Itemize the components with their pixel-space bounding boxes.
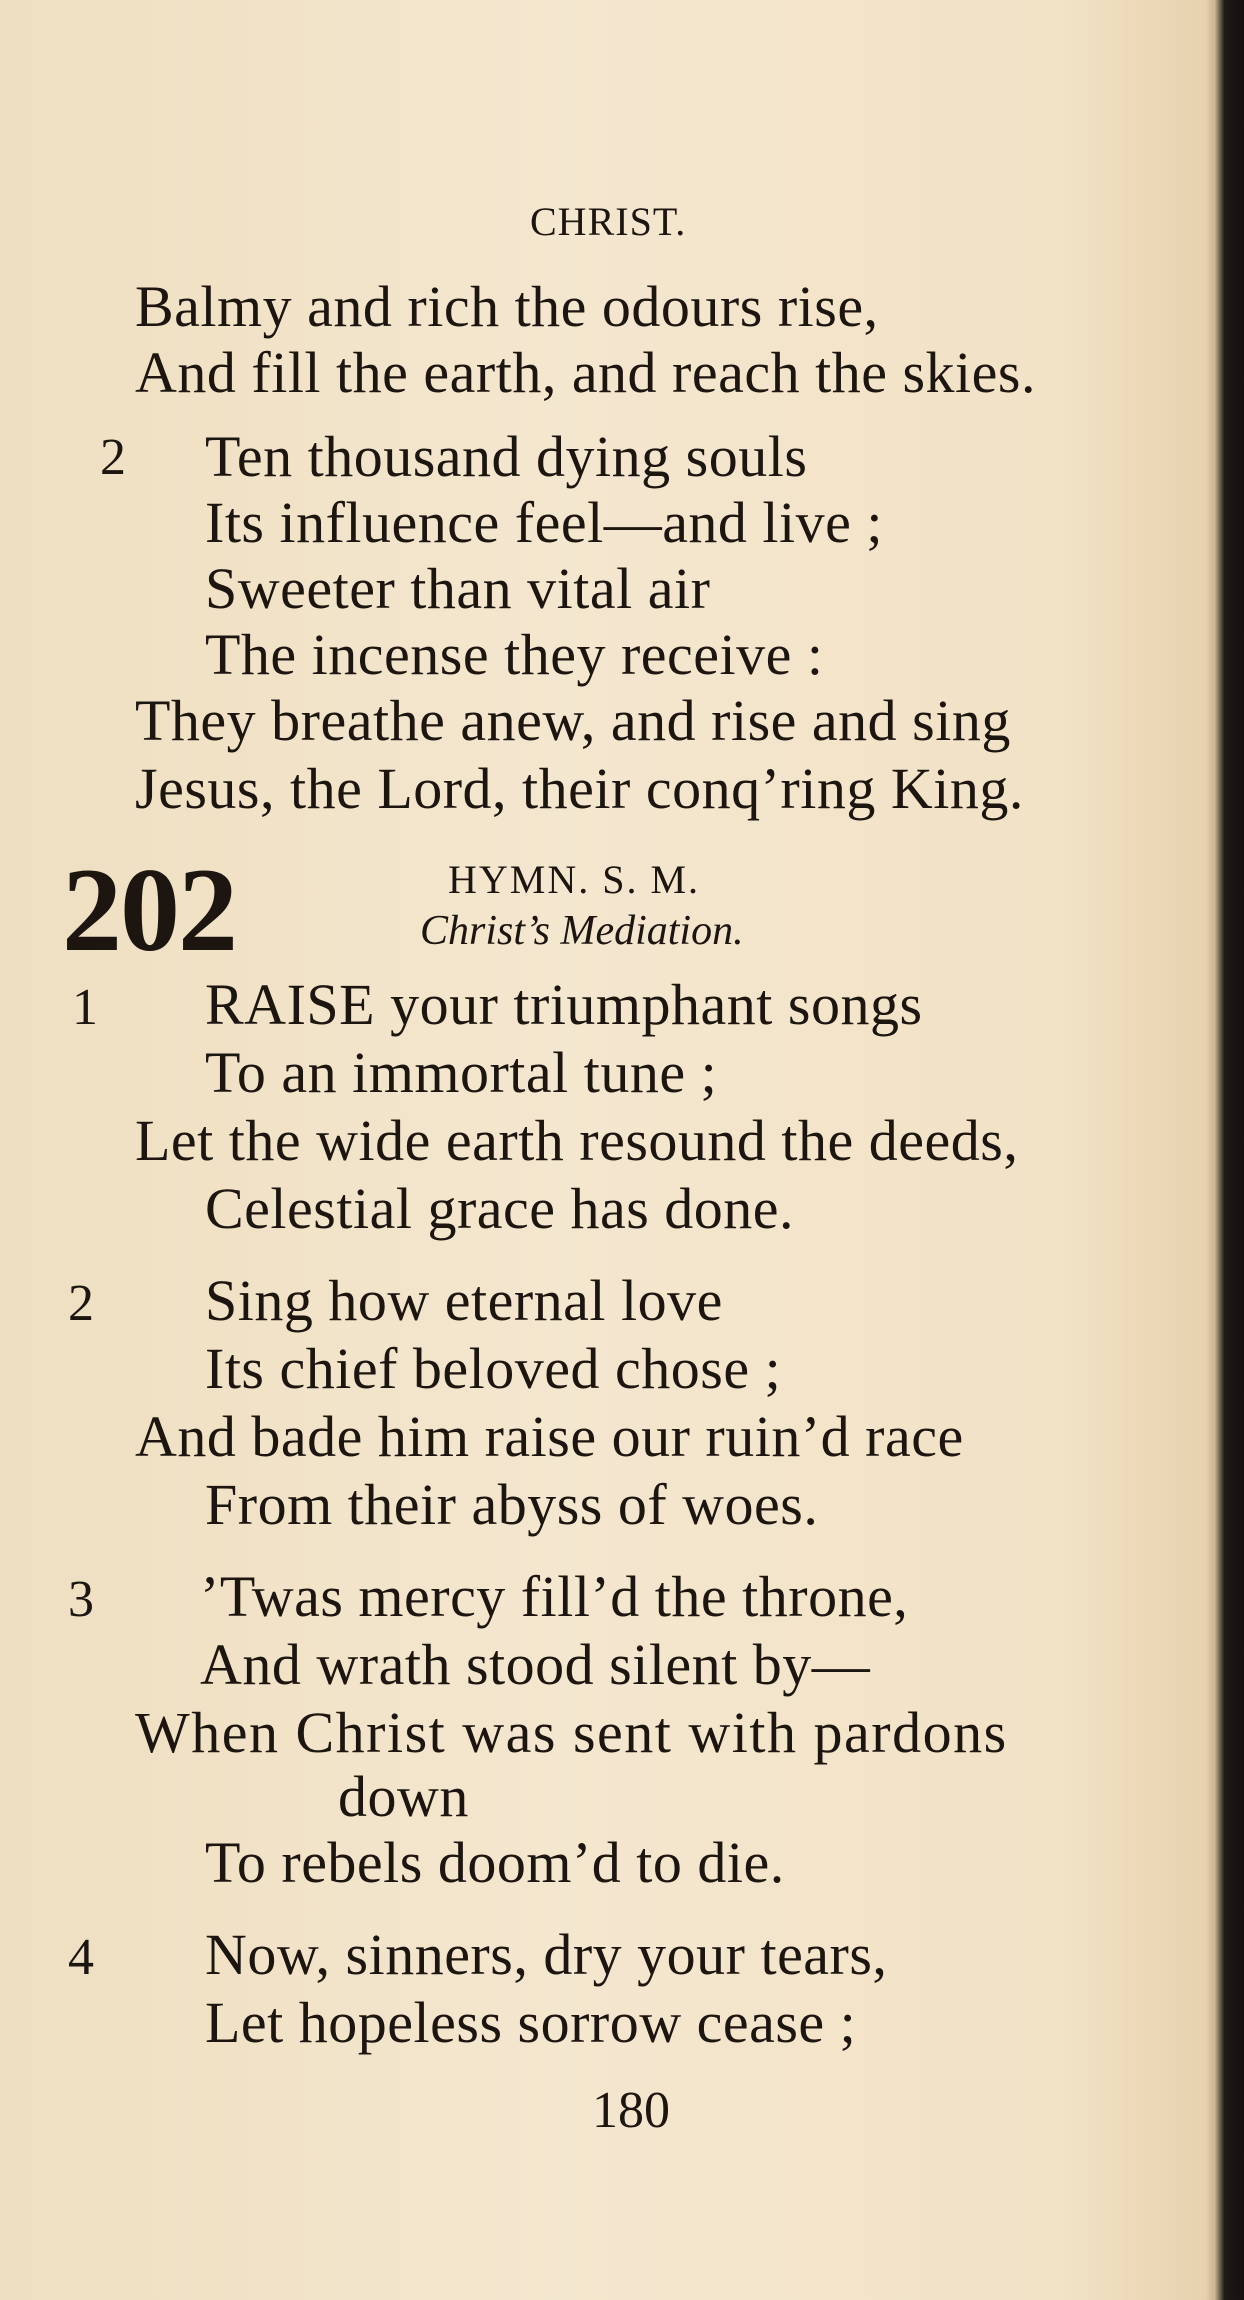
stanza-line: Let the wide earth resound the deeds, bbox=[135, 1108, 1019, 1173]
verse-line: Sweeter than vital air bbox=[205, 556, 711, 621]
stanza-line: To an immortal tune ; bbox=[205, 1040, 718, 1105]
verse-line: Jesus, the Lord, their conq’ring King. bbox=[135, 756, 1024, 821]
page-edge-shadow bbox=[1206, 0, 1214, 2300]
stanza-number: 1 bbox=[72, 979, 98, 1036]
page-number: 180 bbox=[592, 2082, 670, 2139]
hymn-number: 202 bbox=[62, 843, 236, 976]
hymn-subtitle: Christ’s Mediation. bbox=[420, 908, 744, 954]
stanza-line: Its chief beloved chose ; bbox=[205, 1336, 782, 1401]
book-spine bbox=[1214, 0, 1244, 2300]
verse-line: Its influence feel—and live ; bbox=[205, 490, 884, 555]
intro-line: And fill the earth, and reach the skies. bbox=[135, 340, 1036, 405]
stanza-line: Sing how eternal love bbox=[205, 1268, 723, 1333]
stanza-line: And bade him raise our ruin’d race bbox=[135, 1404, 964, 1469]
verse-number: 2 bbox=[100, 429, 126, 486]
stanza-line: RAISE your triumphant songs bbox=[205, 972, 923, 1037]
stanza-line: Let hopeless sorrow cease ; bbox=[205, 1990, 857, 2055]
verse-line: Ten thousand dying souls bbox=[205, 424, 808, 489]
hymn-meter: HYMN. S. M. bbox=[448, 857, 701, 902]
stanza-line: To rebels doom’d to die. bbox=[205, 1830, 785, 1895]
stanza-line: When Christ was sent with pardons bbox=[135, 1700, 1008, 1765]
stanza-line: And wrath stood silent by— bbox=[200, 1632, 871, 1697]
stanza-number: 2 bbox=[68, 1275, 94, 1332]
verse-line: The incense they receive : bbox=[205, 622, 824, 687]
verse-line: They breathe anew, and rise and sing bbox=[135, 688, 1011, 753]
stanza-line: Celestial grace has done. bbox=[205, 1176, 795, 1241]
stanza-number: 4 bbox=[68, 1929, 94, 1986]
stanza-line: From their abyss of woes. bbox=[205, 1472, 819, 1537]
stanza-line: Now, sinners, dry your tears, bbox=[205, 1922, 888, 1987]
running-head: CHRIST. bbox=[530, 199, 687, 244]
stanza-line: down bbox=[338, 1764, 469, 1829]
stanza-number: 3 bbox=[68, 1571, 94, 1628]
stanza-line: ’Twas mercy fill’d the throne, bbox=[200, 1564, 909, 1629]
intro-line: Balmy and rich the odours rise, bbox=[135, 274, 879, 339]
